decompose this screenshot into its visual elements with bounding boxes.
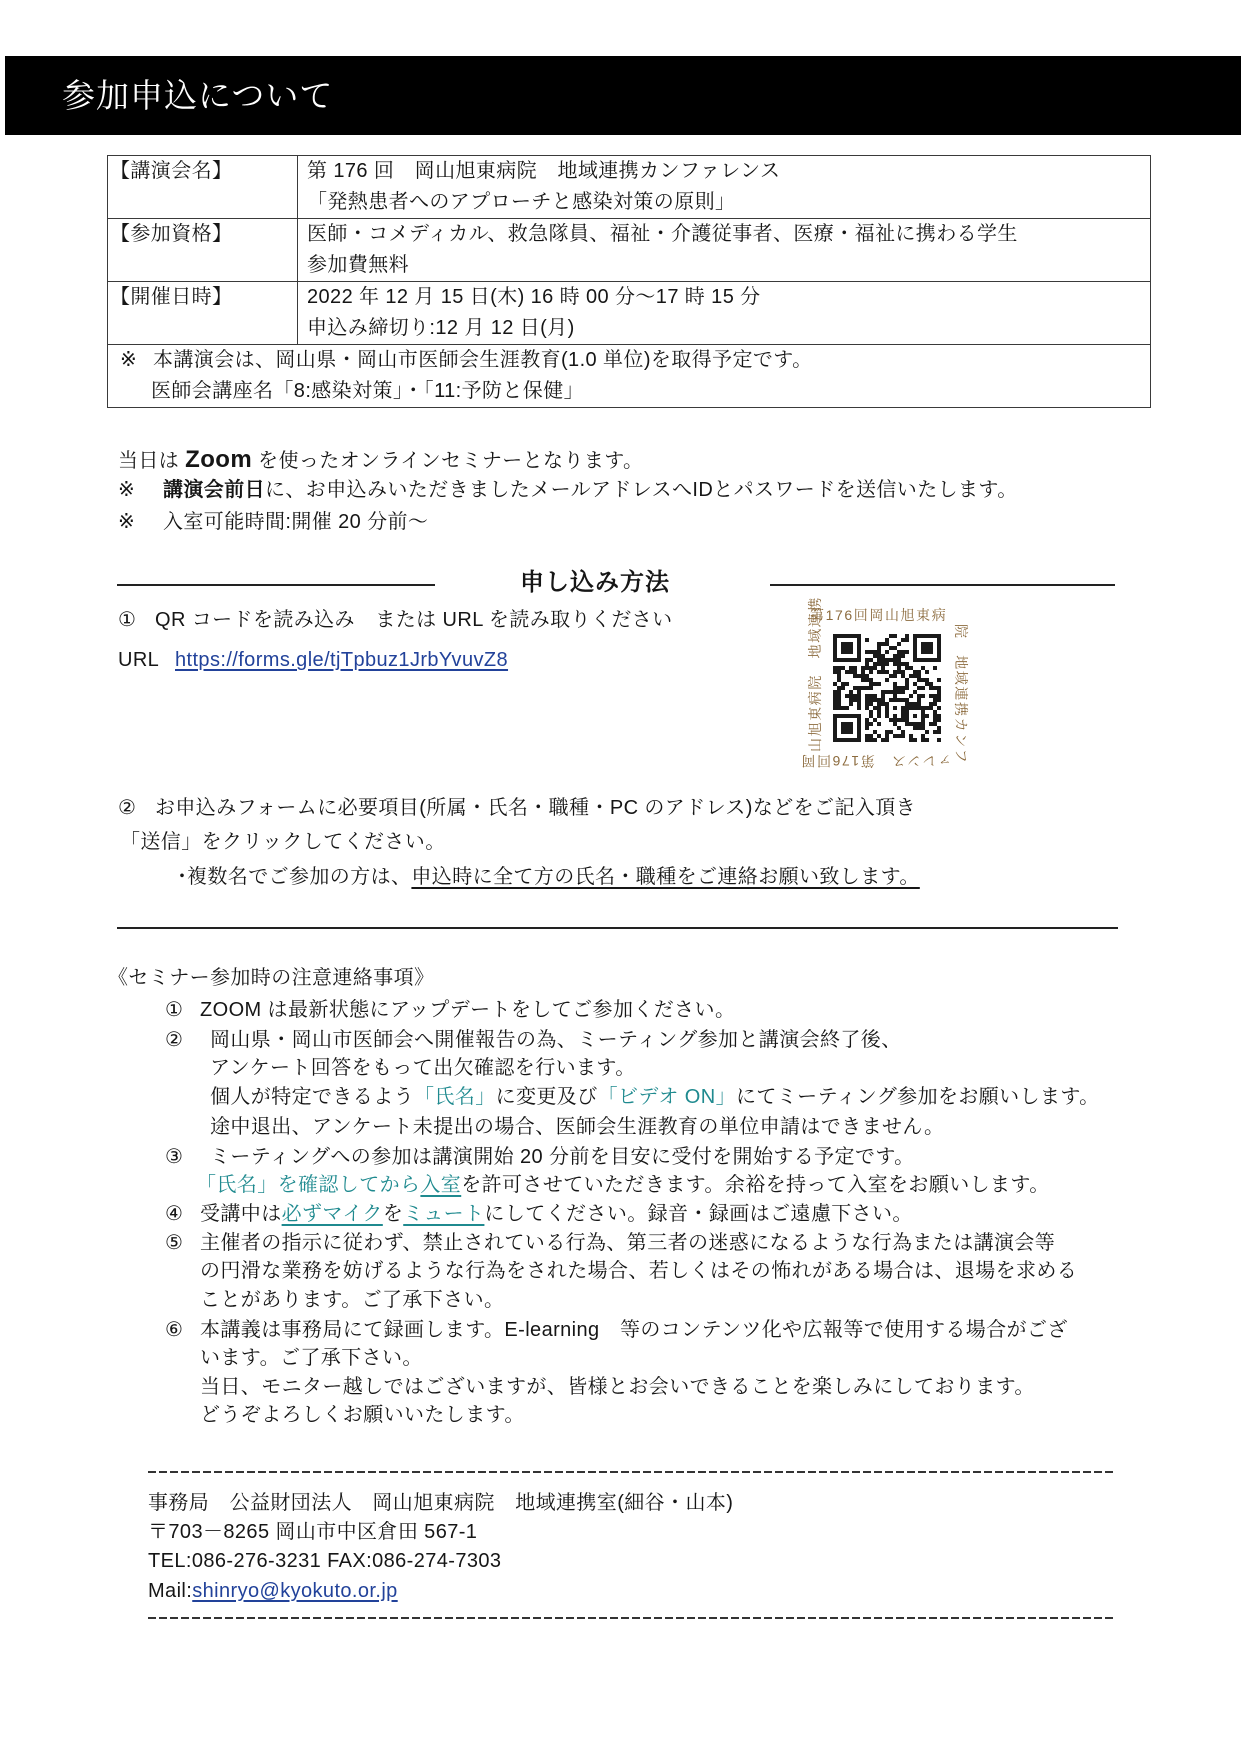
note-line [120,345,1150,376]
url-line [118,646,508,674]
note-text: 複数名でご参加の方は、 [187,866,412,888]
item-text: 個人が特定できるよう [210,1086,414,1108]
precaution-item-4 [165,1200,913,1228]
step-number: ② [118,797,137,819]
url-label: URL [118,649,160,671]
note-text: 本講演会は、岡山県・岡山市医師会生涯教育(1.0 単位)を取得予定です。 [153,349,813,371]
cme-credit-note [108,345,1151,408]
office-address: 〒703－8265 岡山市中区倉田 567-1 [148,1521,478,1543]
form-url-link[interactable]: https://forms.gle/tjTpbuz1JrbYvuvZ8 [175,649,509,671]
step-1 [118,606,673,634]
item-text-line: ことがあります。ご了承下さい。 [200,1289,505,1311]
note-mark: ※ [118,479,136,501]
event-theme: 「発熱患者へのアプローチと感染対策の原則」 [307,191,736,213]
online-seminar-notice [118,446,643,475]
heading-rule-left [117,584,435,586]
dashed-divider [148,1617,1113,1619]
item-text-line: どうぞよろしくお願いいたします。 [200,1404,525,1426]
item-text: ZOOM は最新状態にアップデートをしてご参加ください。 [200,999,736,1021]
item-number: ① [165,999,184,1021]
step-2 [118,794,916,822]
office-phone-fax: TEL:086-276-3231 FAX:086-274-7303 [148,1550,502,1572]
application-deadline: 申込み締切り:12 月 12 日(月) [307,317,575,339]
notice-text: を使ったオンラインセミナーとなります。 [252,450,644,472]
bullet: ・ [172,866,193,888]
id-password-notice [118,476,1018,504]
zoom-emphasis: Zoom [185,446,253,473]
entry-time-notice [118,508,428,536]
underlined-note-text: 申込時に全て方の氏名・職種をご連絡お願い致します。 [411,866,920,888]
item-number: ② [165,1029,184,1051]
highlight-mute: ミュート [403,1203,485,1225]
note-mark: ※ [118,511,136,533]
multi-participant-note [172,863,920,891]
row-label: 【開催日時】 [108,282,298,345]
day-before-emphasis: 講演会前日 [163,479,265,501]
section-divider [117,927,1118,929]
dashed-divider [148,1471,1113,1473]
email-link[interactable]: shinryo@kyokuto.or.jp [192,1580,398,1602]
qr-frame-text: 山旭東病院 地域連携 [807,596,823,752]
item-text: 主催者の指示に従わず、禁止されている行為、第三者の迷惑になるような行為または講演会等 [200,1232,1056,1254]
precautions-title: 《セミナー参加時の注意連絡事項》 [108,967,435,989]
item-number: ③ [165,1146,184,1168]
fee-text: 参加費無料 [307,254,409,276]
step-text: QR コードを読み込み または URL を読み取りください [155,609,673,631]
heading-rule-right [770,584,1115,586]
item-text-line: います。ご了承下さい。 [200,1347,423,1369]
item-number: ⑥ [165,1319,184,1341]
qr-code-icon [806,606,970,770]
qr-modules [833,634,941,742]
row-label: 【講演会名】 [108,156,298,219]
table-row-event-name [108,156,1151,219]
notice-text: 入室可能時間:開催 20 分前～ [163,511,429,533]
event-info-table [107,155,1151,408]
notice-text: に、お申込みいただきましたメールアドレスへIDとパスワードを送信いたします。 [265,479,1018,501]
row-value [298,156,1151,219]
item-number: ⑤ [165,1232,184,1254]
item-number: ④ [165,1203,184,1225]
highlight-entry: 入室 [420,1174,462,1196]
event-datetime: 2022 年 12 月 15 日(木) 16 時 00 分～17 時 15 分 [307,286,761,308]
table-row-eligibility [108,219,1151,282]
highlight-confirm-name: 「氏名」を確認してから [196,1174,421,1196]
qr-frame-text: 第176回岡山旭東病 [810,607,948,623]
notice-text: 当日は [118,450,186,472]
precaution-item-3 [165,1143,915,1171]
step-text: お申込みフォームに必要項目(所属・氏名・職種・PC のアドレス)などをご記入頂き [155,797,917,819]
row-value [298,219,1151,282]
row-value [298,282,1151,345]
row-label: 【参加資格】 [108,219,298,282]
office-name: 事務局 公益財団法人 岡山旭東病院 地域連携室(細谷・山本) [148,1492,734,1514]
precaution-item-1 [165,996,735,1024]
precaution-item-5 [165,1229,1055,1257]
item-text: にてミーティング参加をお願いします。 [735,1086,1100,1108]
step-number: ① [118,609,137,631]
course-name-line: 医師会講座名「8:感染対策」・「11:予防と保健」 [151,380,584,402]
mail-label: Mail: [148,1580,193,1602]
item-text: にしてください。録音・録画はご遠慮下さい。 [484,1203,913,1225]
item-text: ミーティングへの参加は講演開始 20 分前を目安に受付を開始する予定です。 [210,1146,915,1168]
office-mail [148,1577,398,1605]
highlight-video-on: 「ビデオ ON」 [597,1086,736,1108]
item-text-line [210,1083,1100,1111]
item-text: を許可させていただきます。余裕を持って入室をお願いします。 [461,1174,1050,1196]
table-row-credit-note [108,345,1151,408]
event-title: 第 176 回 岡山旭東病院 地域連携カンファレンス [307,160,781,182]
precaution-item-2 [165,1026,902,1054]
section-header [5,56,1241,135]
precaution-item-6 [165,1316,1068,1344]
item-text-line: 途中退出、アンケート未提出の場合、医師会生涯教育の単位申請はできません。 [210,1116,945,1138]
qr-code [799,596,970,770]
item-text-line [196,1171,1050,1199]
item-text-line: 当日、モニター越しではございますが、皆様とお会いできることを楽しみにしております。 [200,1376,1035,1398]
eligibility-text: 医師・コメディカル、救急隊員、福祉・介護従事者、医療・福祉に携わる学生 [307,223,1018,245]
item-text: を [382,1203,404,1225]
qr-frame-text: 院 地域連携カンフ [953,624,969,765]
page-title: 参加申込について [62,77,334,114]
table-row-datetime [108,282,1151,345]
item-text: 岡山県・岡山市医師会へ開催報告の為、ミーティング参加と講演会終了後、 [210,1029,902,1051]
item-text: に変更及び [495,1086,598,1108]
highlight-name: 「氏名」 [414,1086,496,1108]
item-text-line: アンケート回答をもって出欠確認を行います。 [210,1057,636,1079]
note-mark: ※ [120,349,138,371]
item-text-line: の円滑な業務を妨げるような行為をされた場合、若しくはその怖れがある場合は、退場を求める [200,1260,1078,1282]
item-text: 受講中は [200,1203,282,1225]
highlight-mic: 必ずマイク [281,1203,383,1225]
qr-frame-text: ァレンス 第176回岡 [799,753,952,769]
section-heading: 申し込み方法 [520,569,670,596]
item-text: 本講義は事務局にて録画します。E-learning 等のコンテンツ化や広報等で使用する場合がござ [200,1319,1068,1341]
step-2-continued: 「送信」をクリックしてください。 [120,831,446,853]
